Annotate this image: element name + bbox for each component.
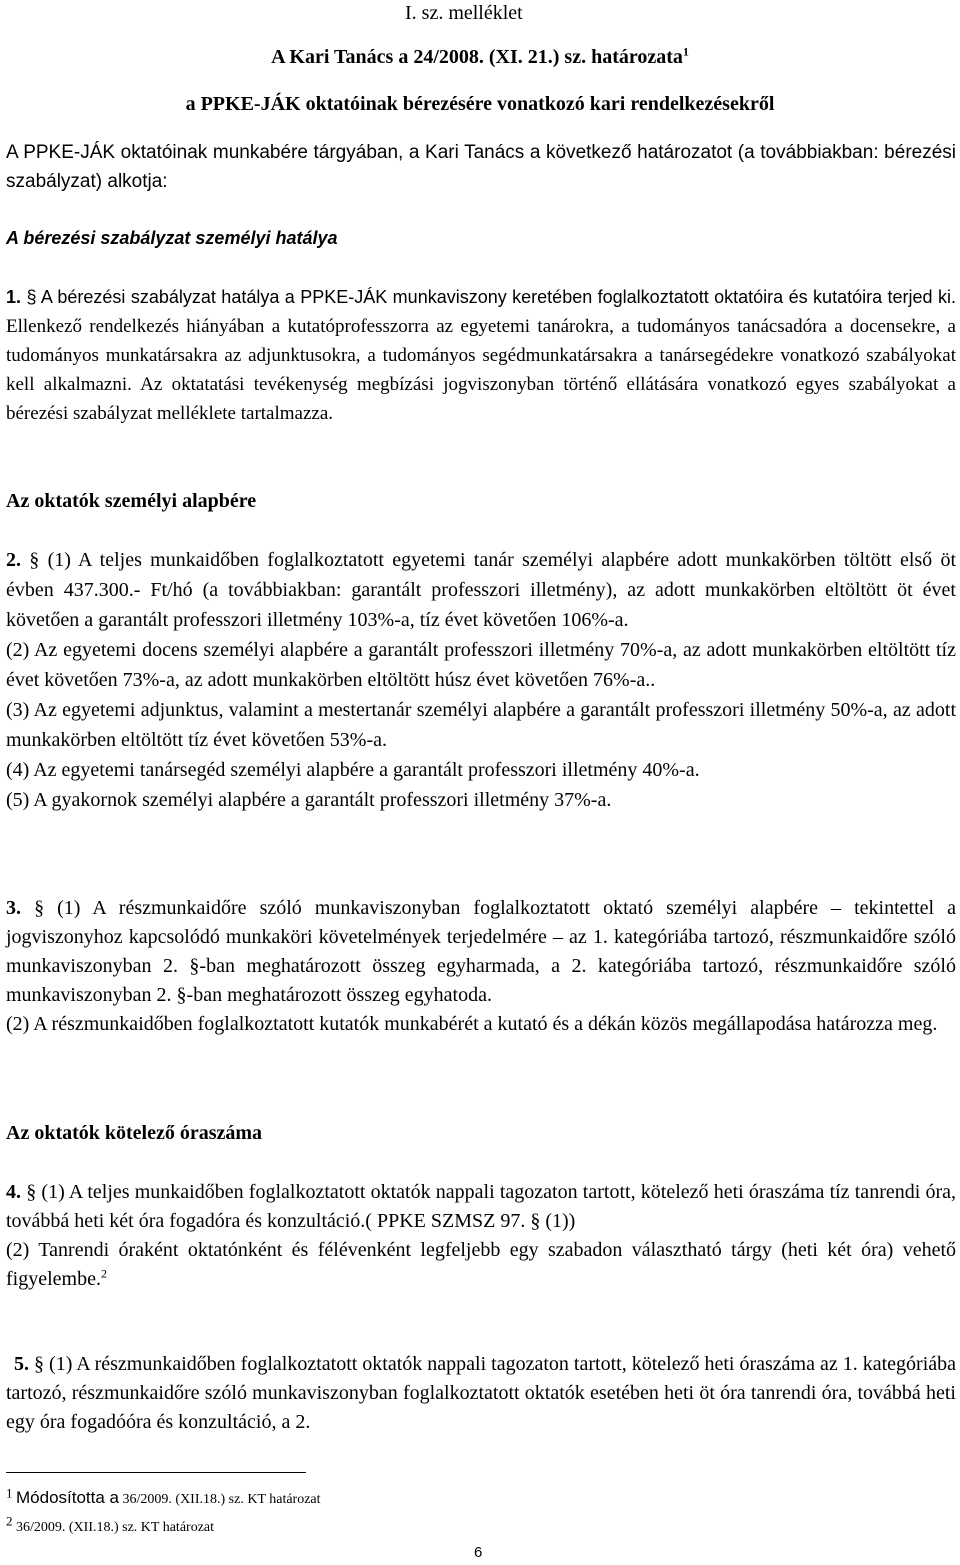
section-2-text-1: (1) A teljes munkaidőben foglalkoztatott egyetemi tanár személyi alapbére adott munkakörben töltött első öt évben 437.300.- Ft/hó (a továbbiakban: garantált professzori illetmény), az adott munkakörben eltöltött öt évet követően a garantált professzori illetmény 103%-a, tíz évet követően 106%-a. [6,549,957,631]
section-2-para-4: (4) Az egyetemi tanársegéd személyi alapbére a garantált professzori illetmény 40%-a. [6,759,700,781]
resolution-subtitle: a PPKE-JÁK oktatóinak bérezésére vonatkozó kari rendelkezésekről [185,93,775,115]
resolution-title [0,46,960,69]
section-3-para-2: (2) A részmunkaidőben foglalkoztatott kutatók munkabérét a kutató és a dékán közös megállapodása határozza meg. [6,1013,938,1035]
scope-heading: A bérezési szabályzat személyi hatálya [6,228,338,248]
section-1 [6,283,956,428]
section-1-number: 1. [6,287,22,307]
section-2-para-2: (2) Az egyetemi docens személyi alapbére a garantált professzori illetmény 70%-a, az adott munkakörben eltöltött tíz évet követően 73%-a, az adott munkakörben eltöltött húsz évet követően 76%-a.. [6,639,956,691]
footnote-ref-1: 1 [682,44,689,59]
section-3 [6,894,956,1039]
footnote-1 [6,1485,321,1508]
intro-paragraph: A PPKE-JÁK oktatóinak munkabére tárgyában, a Kari Tanács a következő határozatot (a továbbiakban: bérezési szabályzat) alkotja: [6,142,956,192]
section-symbol: § [26,287,37,307]
footnote-1-lead: Módosította a [16,1488,120,1507]
section-3-text-1: (1) A részmunkaidőre szóló munkaviszonyban foglalkoztatott oktató személyi alapbére – tekintettel a jogviszonyhoz kapcsolódó munkaköri követelmények terjedelmére – az 1. kategóriába tartozó, részmunkaidőre szóló munkaviszonyban 2. §-ban meghatározott összeg egyharmada, a 2. kategóriába tartozó, részmunkaidőre szóló munkaviszonyban 2. §-ban meghatározott összeg egyhatoda. [6,897,957,1006]
section-4 [6,1178,956,1294]
section-1-text: A bérezési szabályzat hatálya a PPKE-JÁK munkaviszony keretében foglalkoztatott oktatóira és kutatóira terjed ki. [40,287,956,307]
resolution-title-line1: A Kari Tanács a 24/2008. (XI. 21.) sz. határozata [271,46,683,68]
section-symbol: § [34,897,45,919]
section-1-text-b: Ellenkező rendelkezés hiányában a kutatóprofesszorra az egyetemi tanárokra, a tudományos tanácsadóra a docensekre, a tudományos munkatársakra az adjunktusokra, a tudományos segédmunkatársakra a tanársegédekre vonatkozó szabályokat kell alkalmazni. Az oktatatási tevékenység megbízási jogviszonyban történő ellátására vonatkozó egyes szabályokat a bérezési szabályzat melléklete tartalmazza. [6,316,956,424]
section-4-para-1 [6,1178,956,1236]
section-4-number: 4. [6,1181,21,1203]
annex-label: I. sz. melléklet [405,2,523,24]
section-2 [6,545,956,815]
section-5-para-1 [6,1350,956,1437]
section-3-para-1 [6,894,956,1010]
section-5 [6,1350,956,1437]
section-3-number: 3. [6,897,21,919]
footnote-2-text: 36/2009. (XII.18.) sz. KT határozat [16,1520,215,1535]
footnote-divider [6,1472,306,1473]
section-2-para-1 [6,545,956,635]
section-2-number: 2. [6,549,21,571]
section-4-text-2: (2) Tanrendi óraként oktatónként és félévenként legfeljebb egy szabadon választható tárgy (heti két óra) vehető figyelembe. [6,1239,956,1290]
section-symbol: § [29,549,40,571]
salary-heading: Az oktatók személyi alapbére [6,490,257,512]
section-5-number: 5. [14,1353,29,1375]
section-symbol: § [26,1181,37,1203]
hours-heading: Az oktatók kötelező óraszáma [6,1122,263,1144]
footnote-1-mark: 1 [6,1485,13,1501]
section-2-para-3: (3) Az egyetemi adjunktus, valamint a mestertanár személyi alapbére a garantált professzori illetmény 50%-a, az adott munkakörben eltöltött tíz évet követően 53%-a. [6,699,956,751]
section-4-para-2 [6,1236,956,1294]
section-symbol: § [34,1353,45,1375]
footnote-ref-2: 2 [100,1266,107,1281]
page-number: 6 [474,1544,483,1561]
section-5-text-1: (1) A részmunkaidőben foglalkoztatott oktatók nappali tagozaton tartott, kötelező heti óraszáma az 1. kategóriába tartozó, részmunkaidőre szóló munkaviszonyban foglalkoztatott oktatók esetében heti öt óra tanrendi óra, továbbá heti egy óra fogadóóra és konzultáció, a 2. [6,1353,957,1433]
section-4-text-1: (1) A teljes munkaidőben foglalkoztatott oktatók nappali tagozaton tartott, kötelező heti óraszáma tíz tanrendi óra, továbbá heti két óra fogadóra és konzultáció.( PPKE SZMSZ 97. § (1)) [6,1181,957,1232]
section-2-para-5: (5) A gyakornok személyi alapbére a garantált professzori illetmény 37%-a. [6,789,612,811]
footnote-1-text: 36/2009. (XII.18.) sz. KT határozat [122,1492,321,1507]
footnote-2 [6,1513,215,1536]
footnote-2-mark: 2 [6,1513,13,1529]
